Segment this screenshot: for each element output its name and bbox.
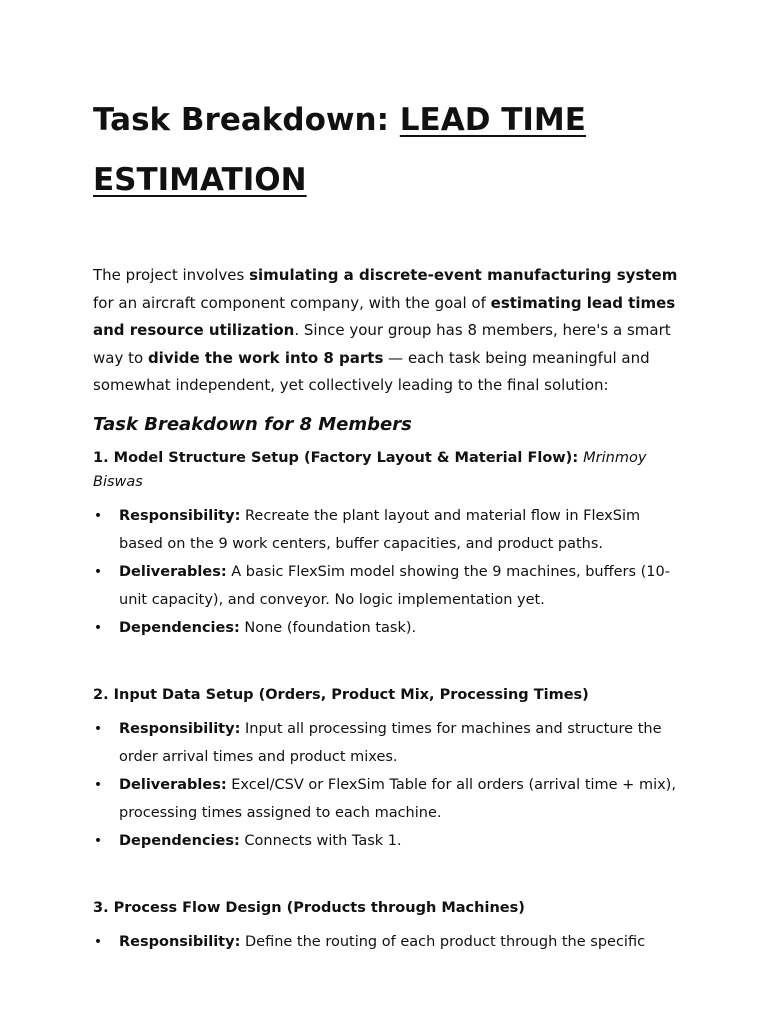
bullet-icon: • bbox=[93, 720, 103, 737]
list-item bbox=[93, 502, 683, 558]
section-heading: Task Breakdown for 8 Members bbox=[93, 413, 412, 435]
item-label: Deliverables: bbox=[119, 563, 227, 580]
item-text: Connects with Task 1. bbox=[239, 832, 402, 849]
intro-text-4: — each task being meaningful and somewhat independent, yet collectively leading to the final solution: bbox=[93, 348, 650, 394]
list-item bbox=[93, 558, 683, 614]
item-label: Responsibility: bbox=[119, 507, 241, 524]
list-item bbox=[93, 928, 683, 956]
intro-bold-1: simulating a discrete-event manufacturing system bbox=[249, 266, 678, 284]
task-2 bbox=[93, 683, 683, 855]
task-heading-text: 2. Input Data Setup (Orders, Product Mix, Processing Times) bbox=[93, 686, 589, 703]
bullet-icon: • bbox=[93, 933, 103, 950]
list-item bbox=[93, 827, 683, 855]
item-text: Excel/CSV or FlexSim Table for all orders (arrival time + mix), processing times assigned to each machine. bbox=[119, 776, 676, 821]
title-prefix: Task Breakdown: bbox=[93, 102, 400, 138]
item-label: Dependencies: bbox=[119, 832, 240, 849]
item-label: Responsibility: bbox=[119, 720, 241, 737]
task-heading bbox=[93, 683, 683, 707]
task-1 bbox=[93, 446, 683, 642]
intro-text-1: The project involves bbox=[93, 266, 250, 284]
document-content bbox=[93, 90, 683, 956]
bullet-icon: • bbox=[93, 776, 103, 793]
intro-bold-2: estimating lead times and resource utilization bbox=[93, 293, 676, 339]
item-text: Input all processing times for machines and structure the order arrival times and product mixes. bbox=[119, 720, 662, 765]
list-item bbox=[93, 715, 683, 771]
task-item-list bbox=[93, 502, 683, 642]
task-heading-text: 3. Process Flow Design (Products through Machines) bbox=[93, 899, 525, 916]
title-underlined-2: ESTIMATION bbox=[93, 162, 307, 198]
list-item bbox=[93, 771, 683, 827]
item-label: Dependencies: bbox=[119, 619, 240, 636]
list-item bbox=[93, 614, 683, 642]
bullet-icon: • bbox=[93, 563, 103, 580]
task-3 bbox=[93, 896, 683, 956]
task-item-list bbox=[93, 715, 683, 855]
title-underlined-1: LEAD TIME bbox=[399, 102, 586, 138]
intro-paragraph bbox=[93, 262, 683, 400]
intro-text-2: for an aircraft component company, with the goal of bbox=[93, 293, 491, 312]
item-label: Responsibility: bbox=[119, 933, 241, 950]
intro-bold-3: divide the work into 8 parts bbox=[147, 348, 384, 367]
item-text: Recreate the plant layout and material flow in FlexSim based on the 9 work centers, buffer capacities, and product paths. bbox=[119, 507, 641, 552]
item-text: A basic FlexSim model showing the 9 machines, buffers (10-unit capacity), and conveyor. No logic implementation yet. bbox=[119, 563, 670, 608]
item-label: Deliverables: bbox=[119, 776, 227, 793]
intro-text-3: . Since your group has 8 members, here's a smart way to bbox=[93, 321, 671, 367]
task-assignee: Mrinmoy Biswas bbox=[93, 449, 647, 490]
page-title bbox=[93, 90, 683, 210]
bullet-icon: • bbox=[93, 507, 103, 524]
task-heading-text: 1. Model Structure Setup (Factory Layout & Material Flow): bbox=[93, 449, 584, 466]
task-item-list bbox=[93, 928, 683, 956]
bullet-icon: • bbox=[93, 619, 103, 636]
item-text: Define the routing of each product through the specific bbox=[240, 933, 646, 950]
task-heading bbox=[93, 896, 683, 920]
task-heading bbox=[93, 446, 683, 494]
item-text: None (foundation task). bbox=[239, 619, 417, 636]
bullet-icon: • bbox=[93, 832, 103, 849]
